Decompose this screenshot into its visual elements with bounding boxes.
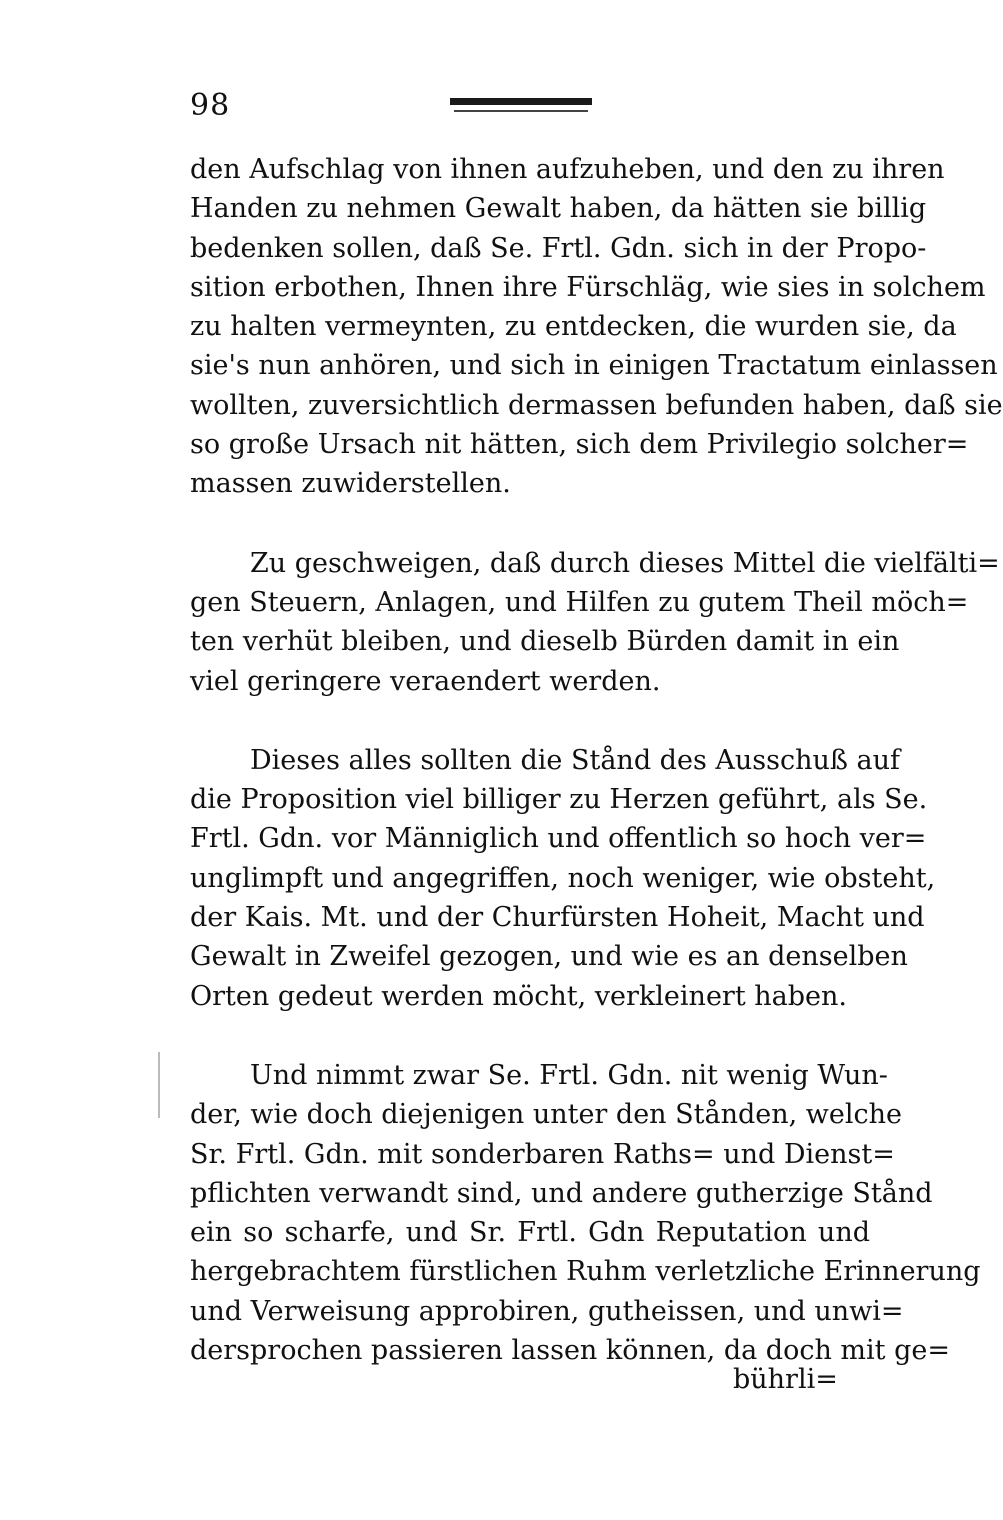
text-line: zu halten vermeynten, zu entdecken, die wurden sie, da [190, 311, 957, 343]
text-line: Orten gedeut werden möcht, verkleinert haben. [190, 980, 847, 1012]
paragraph-3 [190, 741, 936, 1016]
text-line: dersprochen passieren lassen können, da doch mit ge= [190, 1335, 950, 1367]
page-number: 98 [190, 88, 231, 123]
text-line: sition erbothen, Ihnen ihre Fürschläg, wie sies in solchem [190, 271, 986, 303]
text-line: pflichten verwandt sind, und andere gutherzige Stånd [190, 1177, 933, 1209]
text-line: gen Steuern, Anlagen, und Hilfen zu gutem Theil möch= [190, 586, 969, 618]
text-line: ein so scharfe, und Sr. Frtl. Gdn Reputation und [190, 1217, 870, 1249]
text-line: und Verweisung approbiren, gutheissen, und unwi= [190, 1295, 904, 1327]
catchword: bührli= [733, 1364, 838, 1395]
text-line: den Aufschlag von ihnen aufzuheben, und den zu ihren [190, 154, 945, 185]
text-line: viel geringere veraendert werden. [190, 665, 661, 697]
text-line: Zu geschweigen, daß durch dieses Mittel die vielfälti= [250, 547, 1000, 579]
text-line: so große Ursach nit hätten, sich dem Privilegio solcher= [190, 429, 969, 461]
text-line: ten verhüt bleiben, und dieselb Bürden damit in ein [190, 626, 900, 658]
paragraph-1 [190, 150, 1003, 504]
header-rule-ornament [450, 98, 592, 118]
margin-mark [158, 1052, 160, 1118]
text-line: sie's nun anhören, und sich in einigen Tractatum einlassen [190, 350, 998, 382]
text-line: hergebrachtem fürstlichen Ruhm verletzliche Erinnerung [190, 1256, 981, 1288]
text-line: Handen zu nehmen Gewalt haben, da hätten sie billig [190, 193, 927, 225]
text-line: die Proposition viel billiger zu Herzen geführt, als Se. [190, 784, 928, 816]
text-line: wollten, zuversichtlich dermassen befunden haben, daß sie [190, 389, 1003, 421]
text-line: Sr. Frtl. Gdn. mit sonderbaren Raths= und Dienst= [190, 1138, 895, 1170]
body-text [190, 150, 1003, 1370]
text-line: Dieses alles sollten die Stånd des Ausschuß auf [250, 744, 900, 776]
header-rule-thin [454, 110, 588, 112]
text-line: bedenken sollen, daß Se. Frtl. Gdn. sich in der Propo- [190, 232, 927, 264]
paragraph-4 [190, 1056, 981, 1370]
text-line: der Kais. Mt. und der Churfürsten Hoheit, Macht und [190, 902, 925, 934]
text-line: Gewalt in Zweifel gezogen, und wie es an denselben [190, 941, 908, 973]
text-line: Frtl. Gdn. vor Männiglich und offentlich so hoch ver= [190, 823, 927, 855]
paragraph-2 [190, 544, 1000, 701]
text-line: massen zuwiderstellen. [190, 468, 511, 500]
text-line: der, wie doch diejenigen unter den Stånden, welche [190, 1099, 903, 1131]
text-line: Und nimmt zwar Se. Frtl. Gdn. nit wenig Wun- [250, 1059, 888, 1091]
header-rule-thick [450, 98, 592, 105]
text-line: unglimpft und angegriffen, noch weniger, wie obsteht, [190, 862, 936, 894]
